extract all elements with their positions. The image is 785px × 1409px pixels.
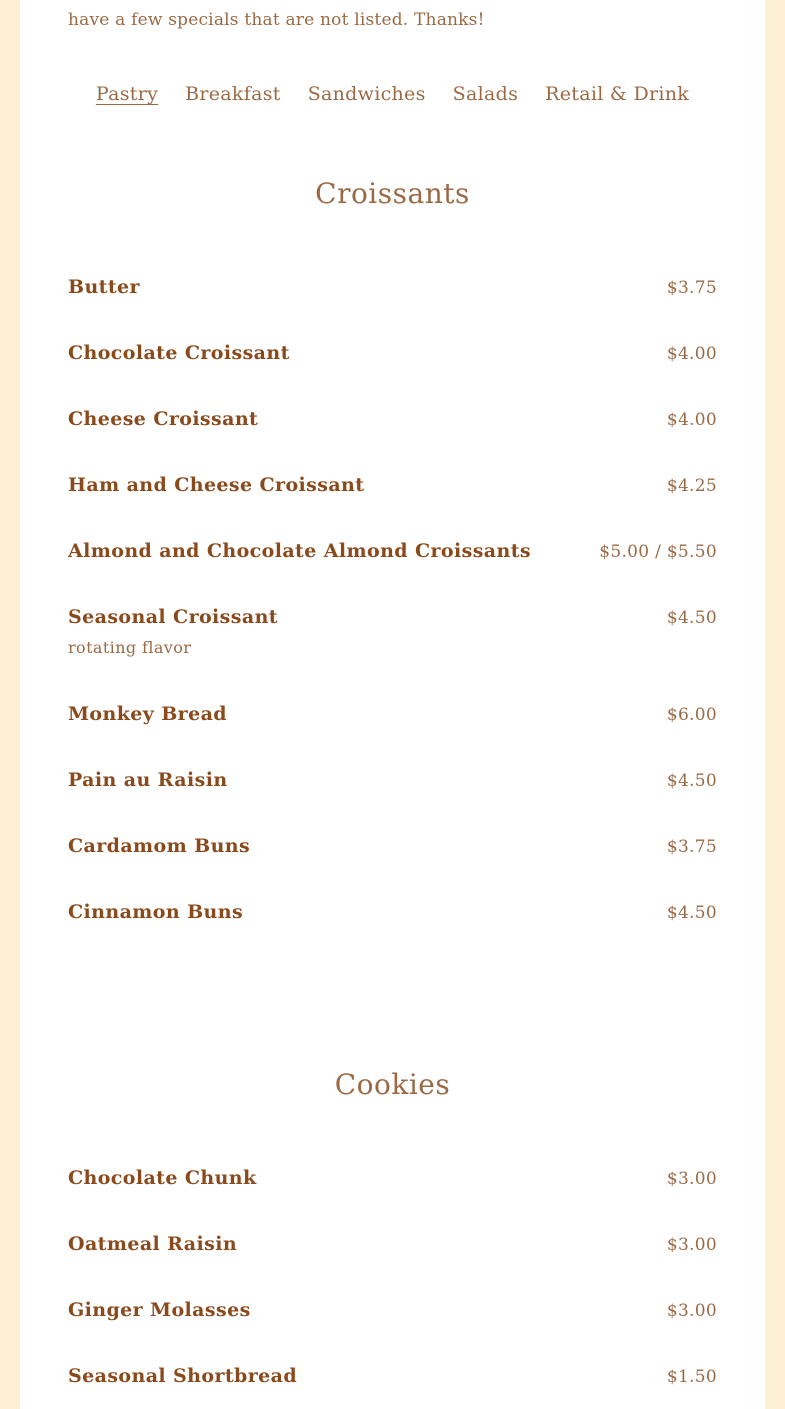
tab-retail-drink[interactable]: Retail & Drink — [545, 83, 690, 105]
tab-pastry[interactable]: Pastry — [95, 83, 159, 105]
menu-item — [68, 342, 717, 364]
item-description: rotating flavor — [68, 638, 192, 657]
item-name: Almond and Chocolate Almond Croissants — [68, 540, 531, 562]
item-price: $1.50 — [666, 1367, 717, 1387]
item-name: Monkey Bread — [68, 703, 227, 725]
menu-item — [68, 901, 717, 923]
menu-item — [68, 540, 717, 562]
item-price: $3.75 — [666, 278, 717, 298]
menu-item — [68, 474, 717, 496]
item-name: Cheese Croissant — [68, 408, 259, 430]
tab-sandwiches[interactable]: Sandwiches — [307, 83, 426, 105]
menu-item — [68, 606, 717, 657]
item-price: $3.00 — [666, 1235, 717, 1255]
item-price: $4.00 — [666, 410, 717, 430]
item-name: Chocolate Croissant — [68, 342, 290, 364]
section-title-croissants: Croissants — [315, 177, 470, 210]
menu-category-tabs — [20, 83, 765, 105]
menu-item — [68, 408, 717, 430]
item-price: $4.25 — [666, 476, 717, 496]
item-price: $4.50 — [666, 771, 717, 791]
item-price: $3.75 — [666, 837, 717, 857]
item-price: $4.00 — [666, 344, 717, 364]
menu-item — [68, 703, 717, 725]
menu-item — [68, 835, 717, 857]
item-name: Cardamom Buns — [68, 835, 251, 857]
menu-item — [68, 1167, 717, 1189]
item-name: Seasonal Croissant — [68, 606, 278, 628]
menu-item — [68, 769, 717, 791]
item-name: Cinnamon Buns — [68, 901, 244, 923]
section-title-cookies: Cookies — [334, 1068, 451, 1101]
item-price: $4.50 — [666, 903, 717, 923]
intro-text: have a few specials that are not listed. Thanks! — [68, 10, 485, 30]
item-name: Seasonal Shortbread — [68, 1365, 298, 1387]
item-price: $4.50 — [666, 608, 717, 628]
item-name: Ham and Cheese Croissant — [68, 474, 365, 496]
tab-salads[interactable]: Salads — [452, 83, 519, 105]
menu-page — [20, 0, 765, 1409]
item-price: $3.00 — [666, 1301, 717, 1321]
tab-breakfast[interactable]: Breakfast — [185, 83, 281, 105]
menu-item — [68, 1299, 717, 1321]
item-price: $3.00 — [666, 1169, 717, 1189]
item-name: Oatmeal Raisin — [68, 1233, 238, 1255]
item-price: $6.00 — [666, 705, 717, 725]
menu-item — [68, 276, 717, 298]
item-name: Chocolate Chunk — [68, 1167, 257, 1189]
item-price: $5.00 / $5.50 — [599, 542, 717, 562]
menu-item — [68, 1365, 717, 1387]
menu-item — [68, 1233, 717, 1255]
item-name: Ginger Molasses — [68, 1299, 251, 1321]
item-name: Pain au Raisin — [68, 769, 228, 791]
item-name: Butter — [68, 276, 140, 298]
